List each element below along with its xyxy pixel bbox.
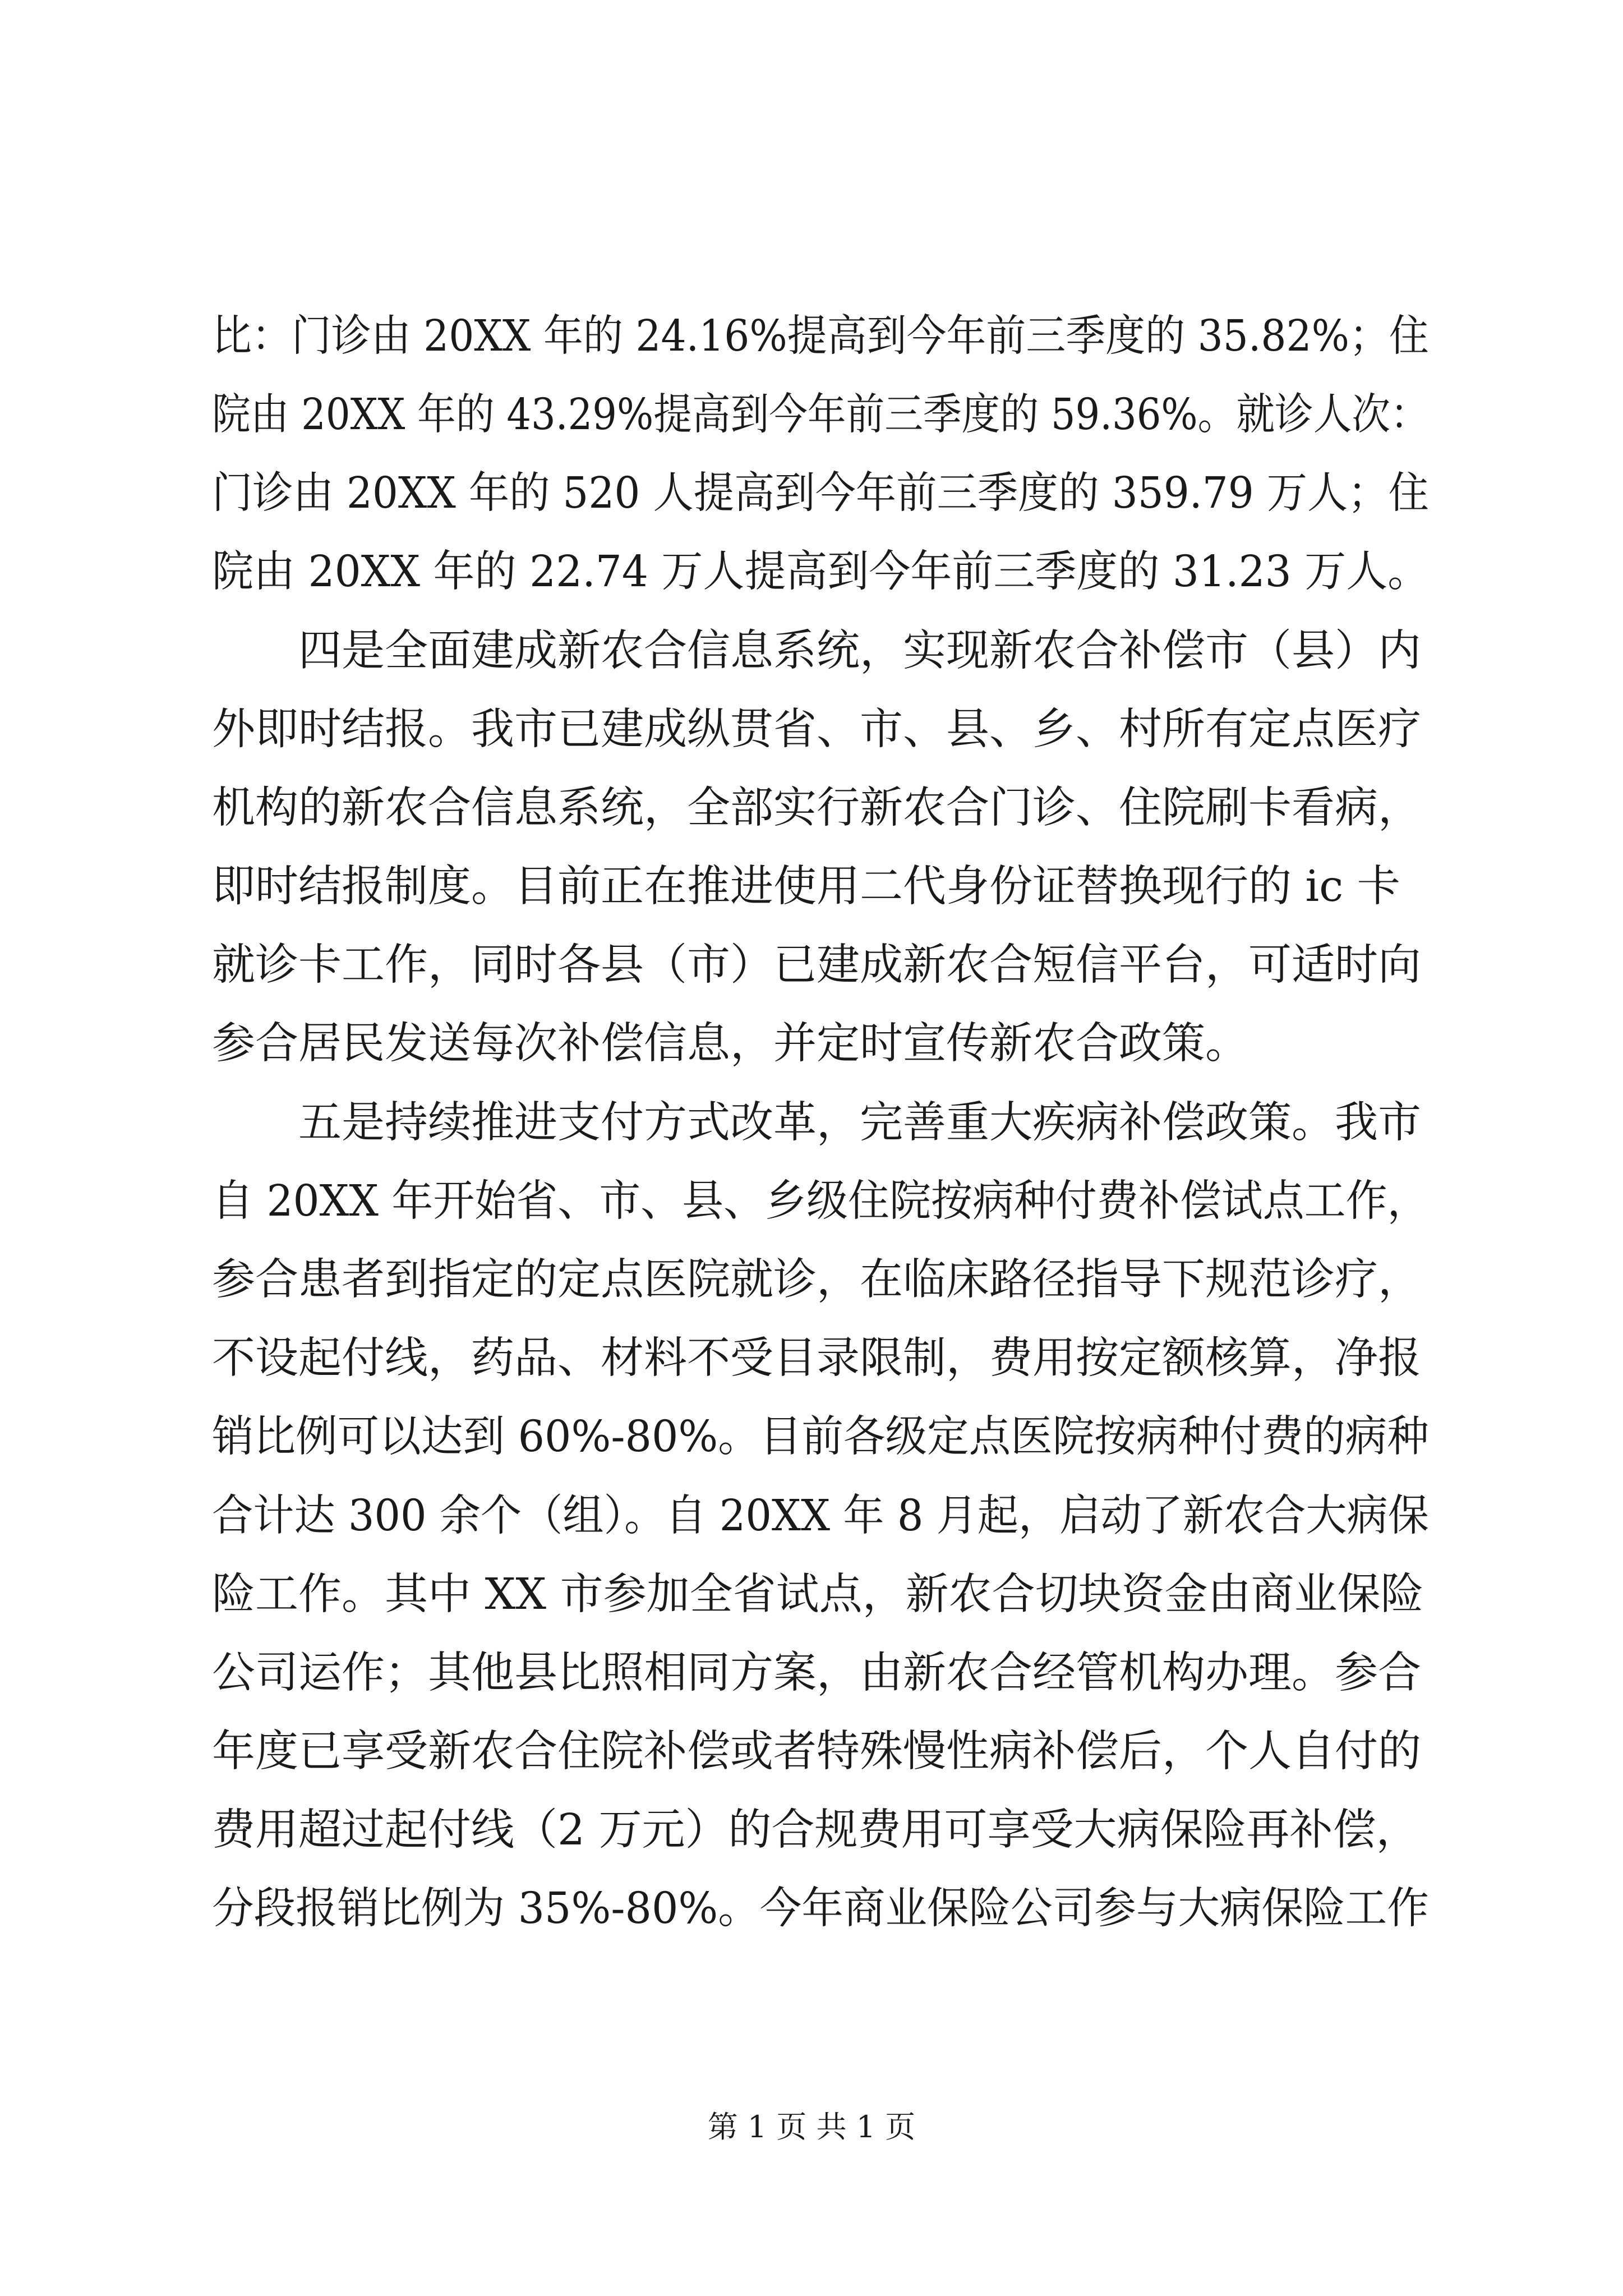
text-line: 门诊由 20XX 年的 520 人提高到今年前三季度的 359.79 万人；住 [212,468,1429,518]
text-line: 参合患者到指定的定点医院就诊，在临床路径指导下规范诊疗， [212,1255,1421,1305]
text-line: 机构的新农合信息系统，全部实行新农合门诊、住院刷卡看病， [212,783,1421,833]
text-line: 院由 20XX 年的 43.29%提高到今年前三季度的 59.36%。就诊人次： [212,390,1429,440]
text-line: 自 20XX 年开始省、市、县、乡级住院按病种付费补偿试点工作， [212,1176,1429,1226]
text-line: 外即时结报。我市已建成纵贯省、市、县、乡、村所有定点医疗 [212,705,1421,754]
page-number-footer: 第 1 页 共 1 页 [707,2109,916,2145]
text-line: 费用超过起付线（2 万元）的合规费用可享受大病保险再补偿， [212,1805,1419,1855]
text-line: 比：门诊由 20XX 年的 24.16%提高到今年前三季度的 35.82%；住 [212,311,1429,361]
text-line: 不设起付线，药品、材料不受目录限制，费用按定额核算，净报 [212,1333,1421,1383]
paragraph-first-line: 四是全面建成新农合信息系统，实现新农合补偿市（县）内 [298,626,1421,676]
paragraph-first-line: 五是持续推进支付方式改革，完善重大疾病补偿政策。我市 [298,1098,1421,1148]
text-line: 即时结报制度。目前正在推进使用二代身份证替换现行的 ic 卡 [212,862,1400,912]
text-line: 销比例可以达到 60%-80%。目前各级定点医院按病种付费的病种 [212,1412,1429,1462]
text-line: 合计达 300 余个（组）。自 20XX 年 8 月起，启动了新农合大病保 [212,1491,1429,1541]
text-line: 险工作。其中 XX 市参加全省试点，新农合切块资金由商业保险 [212,1570,1424,1619]
text-line: 院由 20XX 年的 22.74 万人提高到今年前三季度的 31.23 万人。 [212,547,1430,597]
text-line: 公司运作；其他县比照相同方案，由新农合经管机构办理。参合 [212,1648,1421,1698]
text-line: 参合居民发送每次补偿信息，并定时宣传新农合政策。 [212,1019,1248,1069]
text-line: 分段报销比例为 35%-80%。今年商业保险公司参与大病保险工作 [212,1884,1429,1934]
text-line: 年度已享受新农合住院补偿或者特殊慢性病补偿后，个人自付的 [212,1727,1421,1777]
text-line: 就诊卡工作，同时各县（市）已建成新农合短信平台，可适时向 [212,940,1421,990]
